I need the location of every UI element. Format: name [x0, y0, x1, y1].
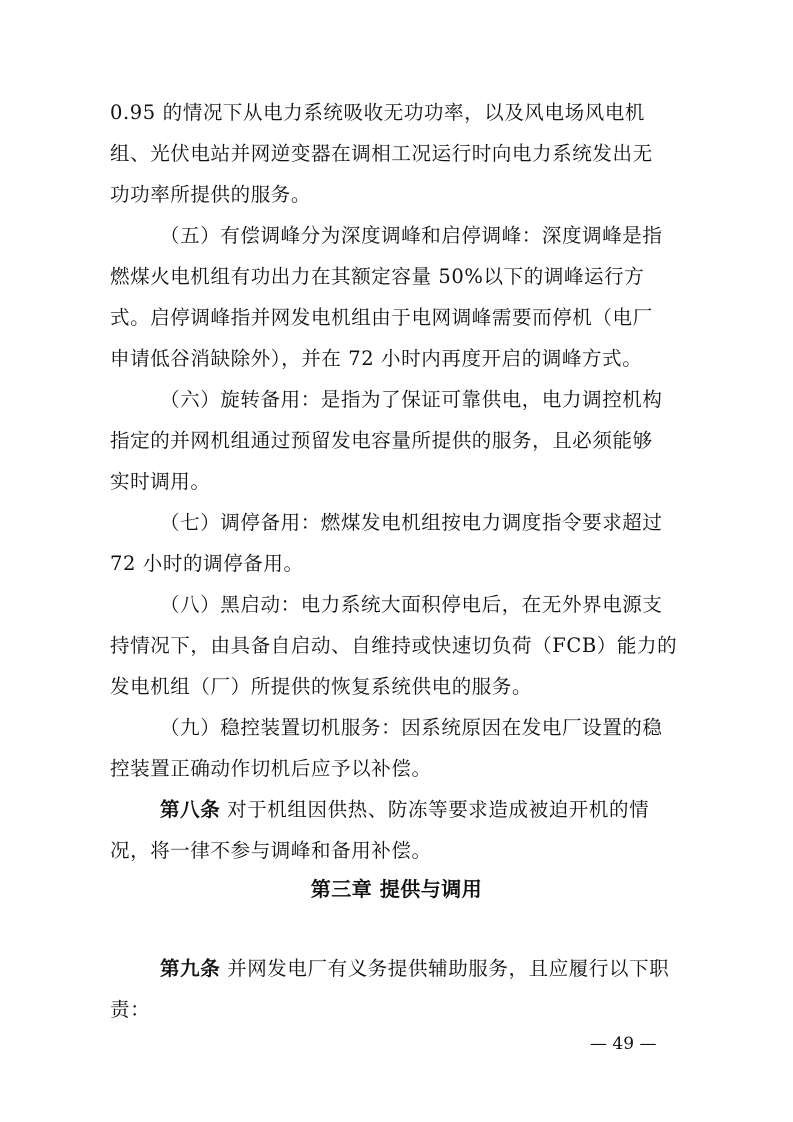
text-line: 式。启停调峰指并网发电机组由于电网调峰需要而停机（电厂 [110, 306, 653, 329]
text-line: 责： [110, 998, 151, 1021]
text-line: 指定的并网机组通过预留发电容量所提供的服务，且必须能够 [110, 429, 653, 452]
text-line: （六）旋转备用：是指为了保证可靠供电，电力调控机构 [160, 388, 663, 411]
text-line: 实时调用。 [110, 470, 211, 493]
article-8-label: 第八条 [160, 798, 221, 821]
chapter-heading: 第三章 提供与调用 [310, 877, 483, 901]
text-line: 组、光伏电站并网逆变器在调相工况运行时向电力系统发出无 [110, 142, 653, 165]
article-9-label: 第九条 [160, 957, 221, 980]
text-line: （九）稳控装置切机服务：因系统原因在发电厂设置的稳 [160, 716, 663, 739]
article-8-text: 对于机组因供热、防冻等要求造成被迫开机的情 [220, 798, 650, 821]
text-line: （七）调停备用：燃煤发电机组按电力调度指令要求超过 [160, 511, 663, 534]
text-line: 0.95 的情况下从电力系统吸收无功功率，以及风电场风电机 [110, 101, 646, 124]
text-line: 况，将一律不参与调峰和备用补偿。 [110, 839, 432, 862]
article-9-text: 并网发电厂有义务提供辅助服务，且应履行以下职 [220, 957, 670, 980]
text-line: （五）有偿调峰分为深度调峰和启停调峰：深度调峰是指 [160, 224, 663, 247]
text-line: 申请低谷消缺除外），并在 72 小时内再度开启的调峰方式。 [110, 347, 643, 370]
article-9-line [160, 952, 690, 986]
text-line: 燃煤火电机组有功出力在其额定容量 50%以下的调峰运行方 [110, 265, 645, 288]
text-line: 持情况下，由具备自启动、自维持或快速切负荷（FCB）能力的 [110, 634, 678, 657]
article-8-line [160, 793, 690, 827]
text-line: 控装置正确动作切机后应予以补偿。 [110, 757, 432, 780]
text-line: 72 小时的调停备用。 [110, 552, 304, 575]
page-number: — 49 — [590, 1034, 657, 1054]
text-line: 发电机组（厂）所提供的恢复系统供电的服务。 [110, 675, 533, 698]
text-line: （八）黑启动：电力系统大面积停电后，在无外界电源支 [160, 593, 663, 616]
text-line: 功功率所提供的服务。 [110, 183, 312, 206]
